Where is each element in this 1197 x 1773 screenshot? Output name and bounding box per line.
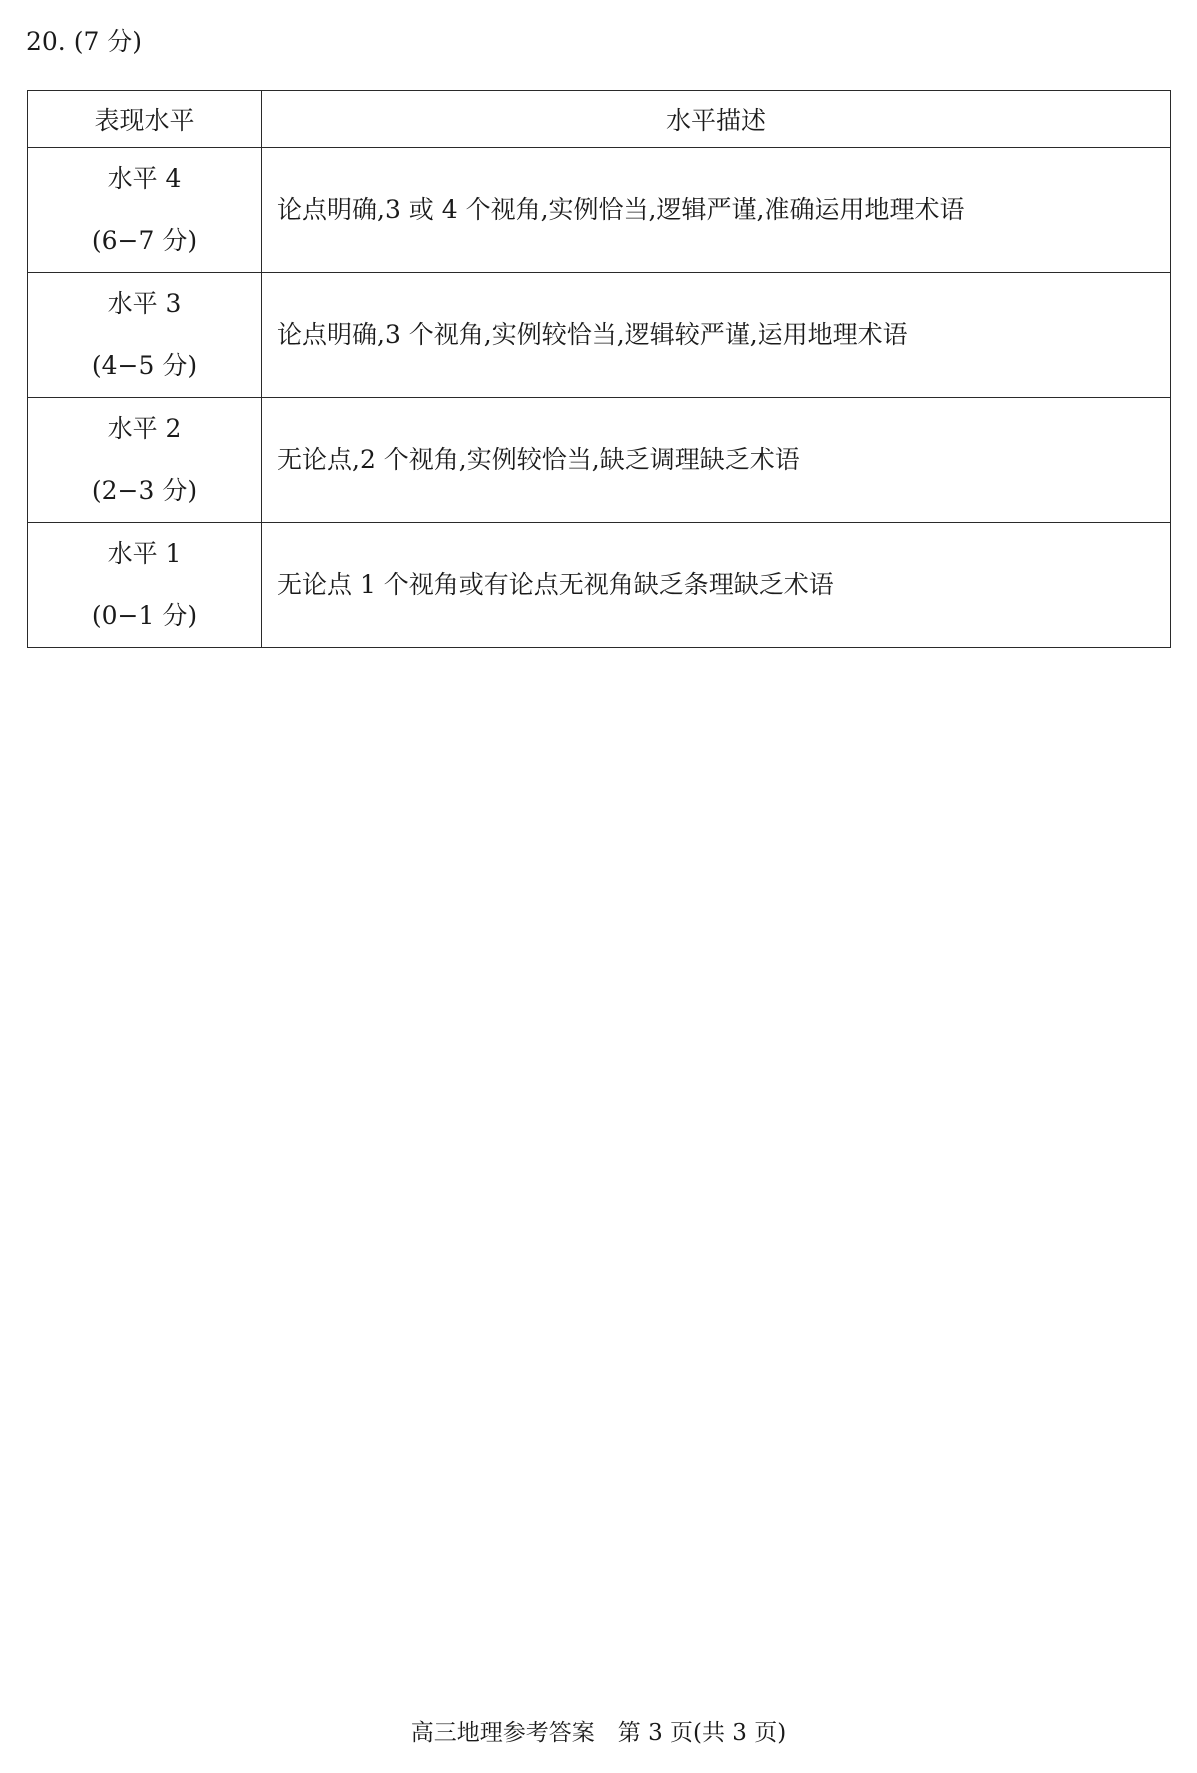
level-description: 论点明确,3 或 4 个视角,实例恰当,逻辑严谨,准确运用地理术语 xyxy=(262,148,1171,273)
level-score: (2−3 分) xyxy=(91,476,198,505)
table-row xyxy=(28,273,1171,398)
level-cell xyxy=(28,398,262,523)
table-header-row xyxy=(28,91,1171,148)
level-score: (0−1 分) xyxy=(91,601,198,630)
table-row xyxy=(28,398,1171,523)
level-description: 无论点,2 个视角,实例较恰当,缺乏调理缺乏术语 xyxy=(262,398,1171,523)
table-row xyxy=(28,523,1171,648)
level-label: 水平 4 xyxy=(107,164,182,193)
level-label: 水平 2 xyxy=(107,414,182,443)
level-label: 水平 1 xyxy=(107,539,182,568)
table-row xyxy=(28,148,1171,273)
level-score: (6−7 分) xyxy=(91,226,198,255)
level-label: 水平 3 xyxy=(107,289,182,318)
level-description: 无论点 1 个视角或有论点无视角缺乏条理缺乏术语 xyxy=(262,523,1171,648)
level-score: (4−5 分) xyxy=(91,351,198,380)
level-cell xyxy=(28,273,262,398)
level-cell xyxy=(28,523,262,648)
scoring-rubric-table xyxy=(27,90,1171,648)
header-performance-level: 表现水平 xyxy=(28,91,262,148)
level-cell xyxy=(28,148,262,273)
question-heading: 20. (7 分) xyxy=(26,27,143,56)
page-footer: 高三地理参考答案 第 3 页(共 3 页) xyxy=(410,1720,787,1746)
header-level-description: 水平描述 xyxy=(262,91,1171,148)
level-description: 论点明确,3 个视角,实例较恰当,逻辑较严谨,运用地理术语 xyxy=(262,273,1171,398)
